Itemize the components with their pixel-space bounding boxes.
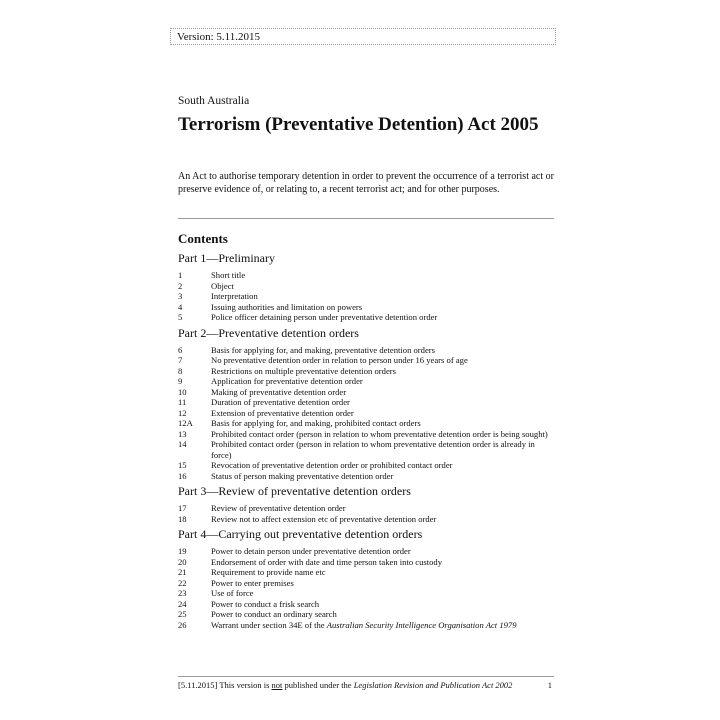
section-number: 18 — [178, 513, 187, 524]
section-number: 7 — [178, 355, 183, 365]
section-title — [211, 599, 558, 610]
section-title-text: No preventative detention order in relation to person under 16 years of age — [211, 355, 468, 365]
toc-entry[interactable] — [178, 387, 558, 398]
section-number: 13 — [178, 428, 187, 439]
section-title — [211, 387, 558, 398]
page-footer — [178, 680, 554, 690]
section-title-text: Duration of preventative detention order — [211, 397, 350, 407]
part-heading: Part 4—Carrying out preventative detention orders — [178, 527, 423, 541]
section-title-text: Use of force — [211, 588, 254, 598]
section-title — [211, 503, 558, 514]
section-number: 12 — [178, 407, 187, 418]
section-number: 5 — [178, 312, 183, 322]
section-number: 16 — [178, 470, 187, 481]
section-title-text: Object — [211, 280, 234, 291]
toc-entry[interactable] — [178, 408, 558, 419]
section-title — [211, 355, 558, 366]
section-title — [211, 460, 558, 471]
section-number: 2 — [178, 280, 183, 291]
section-title-text: Restrictions on multiple preventative detention orders — [211, 365, 396, 376]
part-heading: Part 3—Review of preventative detention orders — [178, 484, 411, 498]
toc-entry[interactable] — [178, 471, 558, 482]
part-heading: Part 1—Preliminary — [178, 251, 275, 265]
part-heading: Part 2—Preventative detention orders — [178, 325, 359, 340]
section-title-text: Extension of preventative detention order — [211, 407, 354, 418]
section-title-text: Review not to affect extension etc of preventative detention order — [211, 513, 437, 524]
toc-entry[interactable] — [178, 588, 558, 599]
section-title — [211, 588, 558, 599]
section-title — [211, 418, 558, 429]
section-number: 6 — [178, 344, 183, 355]
toc-entry[interactable] — [178, 429, 558, 440]
section-number: 4 — [178, 301, 183, 312]
section-title — [211, 439, 558, 460]
section-number: 12A — [178, 418, 193, 428]
section-number: 10 — [178, 386, 187, 397]
long-title: An Act to authorise temporary detention in order to prevent the occurrence of a terrorist act or preserve evidence of, or relating to, a recent terrorist act; and for other purposes. — [178, 171, 554, 195]
section-title-text: Review of preventative detention order — [211, 503, 346, 513]
section-number: 23 — [178, 588, 187, 598]
footer-not: not — [271, 680, 283, 690]
section-number: 3 — [178, 291, 183, 301]
toc-entry[interactable] — [178, 345, 558, 356]
section-title-text: Interpretation — [211, 291, 258, 301]
section-number: 17 — [178, 503, 187, 513]
section-number: 9 — [178, 376, 183, 386]
section-title-text: Basis for applying for, and making, preventative detention orders — [211, 344, 435, 355]
toc-entry[interactable] — [178, 281, 558, 292]
section-title-text: Power to enter premises — [211, 577, 294, 588]
toc-entry[interactable] — [178, 609, 558, 620]
toc-entry[interactable] — [178, 503, 558, 514]
section-title — [211, 291, 558, 302]
section-title — [211, 408, 558, 419]
toc-entry[interactable] — [178, 567, 558, 578]
toc-entry[interactable] — [178, 557, 558, 568]
section-title-text: Prohibited contact order (person in relation to whom preventative detention order is being sought) — [211, 428, 548, 439]
section-title-text: Short title — [211, 270, 246, 280]
section-number: 26 — [178, 619, 187, 630]
toc-entry[interactable] — [178, 355, 558, 366]
section-title — [211, 270, 558, 281]
section-number: 8 — [178, 365, 183, 376]
section-title — [211, 514, 558, 525]
section-number: 21 — [178, 567, 187, 577]
toc-entry[interactable] — [178, 460, 558, 471]
section-title — [211, 546, 558, 557]
section-title-text: Power to conduct a frisk search — [211, 598, 320, 609]
section-title — [211, 620, 558, 631]
section-title-text: Endorsement of order with date and time person taken into custody — [211, 556, 443, 567]
contents-heading: Contents — [178, 231, 228, 246]
section-number: 19 — [178, 546, 187, 556]
footer-text-a: This version is — [219, 680, 272, 690]
toc-entry[interactable] — [178, 599, 558, 610]
section-title-text: Warrant under section 34E of the — [211, 619, 327, 630]
section-title — [211, 567, 558, 578]
footer-divider — [178, 676, 554, 677]
section-title-text: Status of person making preventative detention order — [211, 470, 394, 481]
toc-entry[interactable] — [178, 270, 558, 281]
section-title-text: Basis for applying for, and making, prohibited contact orders — [211, 418, 421, 428]
section-title — [211, 366, 558, 377]
section-title — [211, 471, 558, 482]
section-number: 1 — [178, 270, 183, 280]
toc-entry[interactable] — [178, 439, 558, 460]
toc-entry[interactable] — [178, 514, 558, 525]
section-title — [211, 302, 558, 313]
section-title — [211, 312, 558, 323]
section-number: 20 — [178, 556, 187, 567]
footer-note — [178, 680, 512, 690]
footer-act-name: Legislation Revision and Publication Act 2002 — [353, 680, 513, 690]
toc-entry[interactable] — [178, 578, 558, 589]
toc-entry[interactable] — [178, 291, 558, 302]
section-title — [211, 397, 558, 408]
page-number: 1 — [547, 680, 552, 690]
section-number: 14 — [178, 439, 187, 449]
section-number: 11 — [178, 397, 187, 407]
section-number: 25 — [178, 609, 187, 619]
section-title-text: Revocation of preventative detention order or prohibited contact order — [211, 460, 453, 470]
section-title-text: Power to conduct an ordinary search — [211, 609, 337, 619]
section-number: 24 — [178, 598, 187, 609]
jurisdiction-label: South Australia — [178, 95, 250, 107]
version-header: Version: 5.11.2015 — [170, 28, 556, 45]
section-title — [211, 345, 558, 356]
section-title-text: Requirement to provide name etc — [211, 567, 326, 577]
section-title — [211, 281, 558, 292]
section-title — [211, 557, 558, 568]
toc-entry[interactable] — [178, 312, 558, 323]
table-of-contents — [178, 251, 558, 630]
toc-entry[interactable] — [178, 366, 558, 377]
section-title-text: Making of preventative detention order — [211, 386, 347, 397]
toc-entry[interactable] — [178, 376, 558, 387]
act-title: Terrorism (Preventative Detention) Act 2005 — [178, 114, 539, 135]
section-title-text: Prohibited contact order (person in relation to whom preventative detention order is already in force) — [211, 439, 535, 460]
toc-entry[interactable] — [178, 397, 558, 408]
section-number: 22 — [178, 577, 187, 588]
toc-entry[interactable] — [178, 546, 558, 557]
section-title — [211, 609, 558, 620]
toc-entry[interactable] — [178, 302, 558, 313]
section-title — [211, 376, 558, 387]
toc-entry[interactable] — [178, 620, 558, 631]
section-title — [211, 429, 558, 440]
section-title-italic: Australian Security Intelligence Organisation Act 1979 — [326, 619, 517, 630]
section-title-text: Application for preventative detention order — [211, 376, 363, 386]
toc-entry[interactable] — [178, 418, 558, 429]
section-title-text: Issuing authorities and limitation on powers — [211, 301, 363, 312]
section-number: 15 — [178, 460, 187, 470]
footer-date: [5.11.2015] — [178, 680, 218, 690]
section-title — [211, 578, 558, 589]
section-title-text: Police officer detaining person under preventative detention order — [211, 312, 438, 322]
footer-text-b: published under the — [282, 680, 354, 690]
section-title-text: Power to detain person under preventative detention order — [211, 546, 411, 556]
divider — [178, 218, 554, 219]
